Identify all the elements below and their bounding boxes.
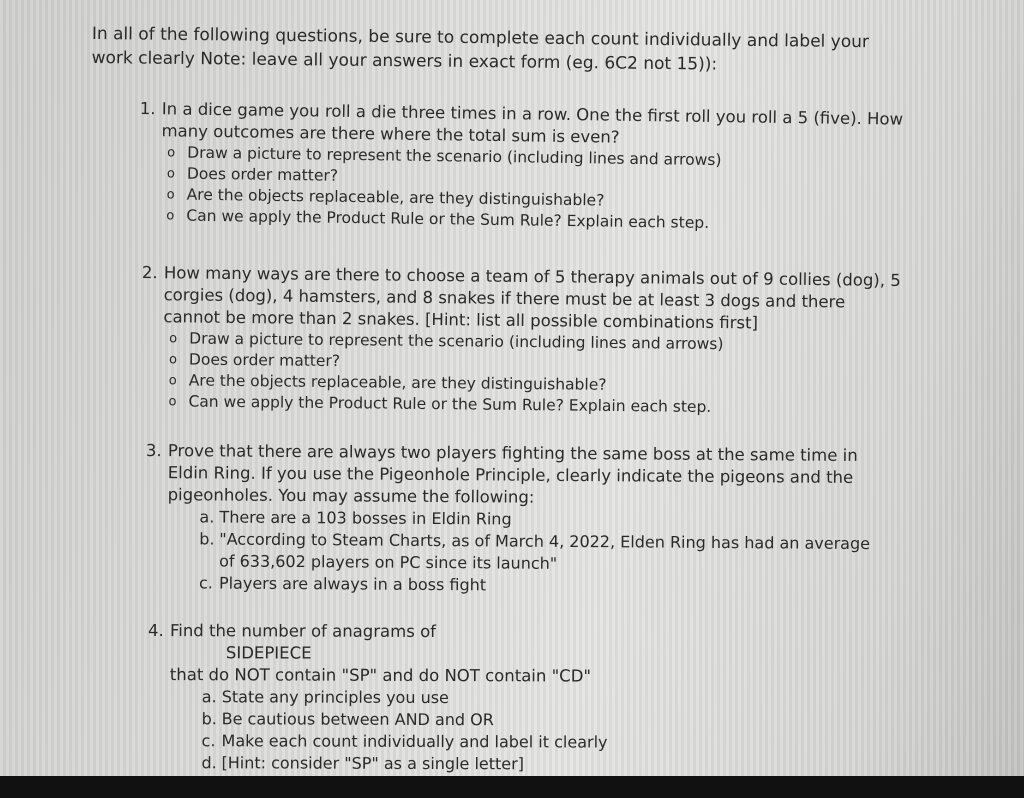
list-item: o Can we apply the Product Rule or the Sum Rule? Explain each step. (168, 392, 712, 416)
list-item: o Draw a picture to represent the scenario (including lines and arrows) (169, 329, 724, 354)
list-item: b. Be cautious between AND and OR (201, 709, 494, 730)
list-item: a. There are a 103 bosses in Eldin Ring (199, 507, 512, 529)
instructions-intro: In all of the following questions, be sure to complete each count individually and label your work clearly Note: leave all your answers in exact form (eg. 6C2 not 15)): (91, 23, 870, 75)
sub-list (145, 506, 886, 599)
list-item: c. Players are always in a boss fight (198, 573, 487, 595)
bullet-icon: o (167, 145, 176, 161)
list-item: o Are the objects replaceable, are they distinguishable? (168, 371, 607, 394)
bullet-icon: o (166, 208, 175, 224)
list-item: o Are the objects replaceable, are they distinguishable? (166, 185, 605, 210)
list-item: o Can we apply the Product Rule or the Sum Rule? Explain each step. (166, 206, 710, 232)
bullet-icon: o (168, 394, 177, 410)
bullet-icon: o (169, 331, 178, 347)
question-2 (140, 262, 902, 420)
question-number: 4. (147, 621, 164, 641)
question-condition: that do NOT contain "SP" and do NOT contain "CD" (169, 665, 592, 686)
question-3 (145, 440, 886, 599)
question-number: 1. (139, 98, 156, 119)
list-item: d. [Hint: consider "SP" as a single letter] (201, 753, 525, 774)
list-item: o Does order matter? (166, 164, 339, 185)
sub-list (147, 686, 887, 777)
bullet-icon: o (168, 373, 177, 389)
question-1 (138, 98, 920, 237)
bullet-icon: o (168, 352, 178, 368)
question-number: 2. (141, 262, 158, 283)
question-text: Prove that there are always two players fighting the same boss at the same time in Eldin Ring. If you use the Pigeonhole Principle, clearly indicate the pigeons and the pigeonholes. You may assume the following: (167, 441, 858, 507)
question-text: In a dice game you roll a die three times in a row. One the first roll you roll a 5 (five). How many outcomes are there where the total sum is even? (161, 99, 904, 147)
bullet-list (138, 142, 919, 237)
question-text: Find the number of anagrams of (169, 621, 437, 642)
list-item: o Does order matter? (168, 350, 341, 371)
question-number: 3. (145, 440, 162, 461)
list-item: o Draw a picture to represent the scenario (including lines and arrows) (167, 143, 722, 170)
list-item: c. Make each count individually and label it clearly (201, 731, 608, 752)
screen-bezel (0, 776, 1024, 798)
bullet-list (140, 328, 901, 420)
question-text: How many ways are there to choose a team of 5 therapy animals out of 9 collies (dog), 5 corgies (dog), 4 hamsters, and 8 snakes if there must be at least 3 dogs and there cannot be more than 2 snakes. [Hint: list all possible combinations first] (163, 263, 901, 333)
bullet-icon: o (166, 187, 175, 203)
list-item: b. "According to Steam Charts, as of March 4, 2022, Elden Ring has had an average of 633,602 players on PC since its launch" (199, 529, 871, 573)
list-item: a. State any principles you use (201, 687, 449, 708)
anagram-word: SIDEPIECE (225, 643, 312, 663)
question-4 (147, 620, 888, 777)
bullet-icon: o (166, 166, 176, 182)
